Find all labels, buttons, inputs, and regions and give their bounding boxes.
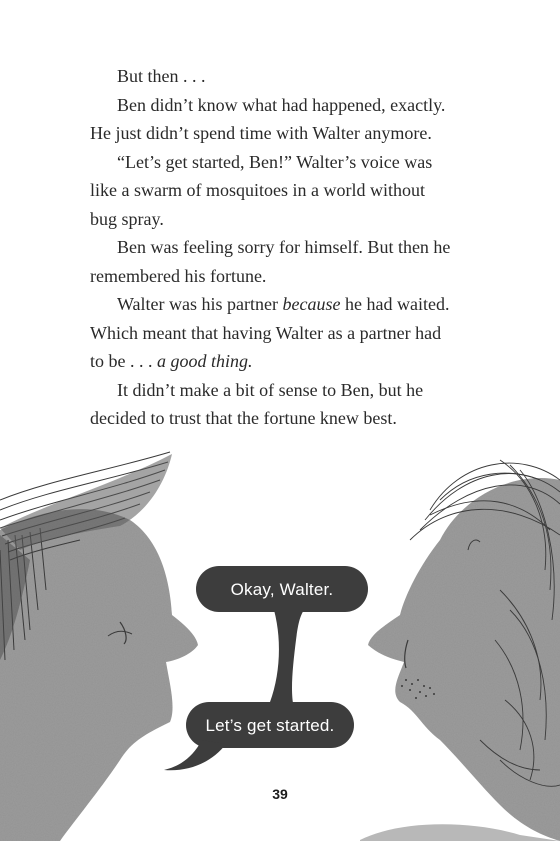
emphasis-text: because xyxy=(282,294,341,314)
bubble-connector xyxy=(270,610,304,718)
page-number: 39 xyxy=(272,786,288,802)
paragraph-continuation xyxy=(90,205,510,234)
paragraph-continuation xyxy=(90,262,510,291)
paragraph xyxy=(90,148,510,177)
two-faces-illustration xyxy=(0,440,560,841)
text-line: Ben didn’t know what had happened, exactly. xyxy=(117,94,446,115)
text-line: like a swarm of mosquitoes in a world without xyxy=(90,180,425,200)
speech-bubbles xyxy=(164,566,368,770)
paragraph xyxy=(90,91,510,120)
text-line: He just didn’t spend time with Walter anymore. xyxy=(90,123,432,143)
paragraph-continuation xyxy=(90,404,510,433)
text-line: decided to trust that the fortune knew best. xyxy=(90,408,397,428)
text-line: But then . . . xyxy=(117,66,206,86)
paragraph xyxy=(90,62,510,91)
emphasis-text: a good thing. xyxy=(157,351,253,371)
paragraph-continuation xyxy=(90,176,510,205)
paragraph xyxy=(90,376,510,405)
text-line: he had waited. xyxy=(340,294,450,314)
story-text xyxy=(90,62,510,433)
text-line: Which meant that having Walter as a partner had xyxy=(90,322,442,343)
text-line: remembered his fortune. xyxy=(90,265,267,286)
bubble-bottom-text: Let’s get started. xyxy=(205,716,335,735)
paragraph xyxy=(90,233,510,262)
text-line: Ben was feeling sorry for himself. But then he xyxy=(117,237,451,257)
paragraph-continuation xyxy=(90,347,510,376)
text-line: “Let’s get started, Ben!” Walter’s voice was xyxy=(117,151,433,172)
text-line: It didn’t make a bit of sense to Ben, but he xyxy=(117,379,424,400)
paragraph-continuation xyxy=(90,319,510,348)
bubble-tail xyxy=(164,740,226,770)
paragraph xyxy=(90,290,510,319)
text-line: bug spray. xyxy=(90,208,164,229)
bubble-top-text: Okay, Walter. xyxy=(230,580,334,599)
text-line: Walter was his partner xyxy=(117,294,283,314)
paragraph-continuation xyxy=(90,119,510,148)
text-line: to be . . . xyxy=(90,351,157,371)
